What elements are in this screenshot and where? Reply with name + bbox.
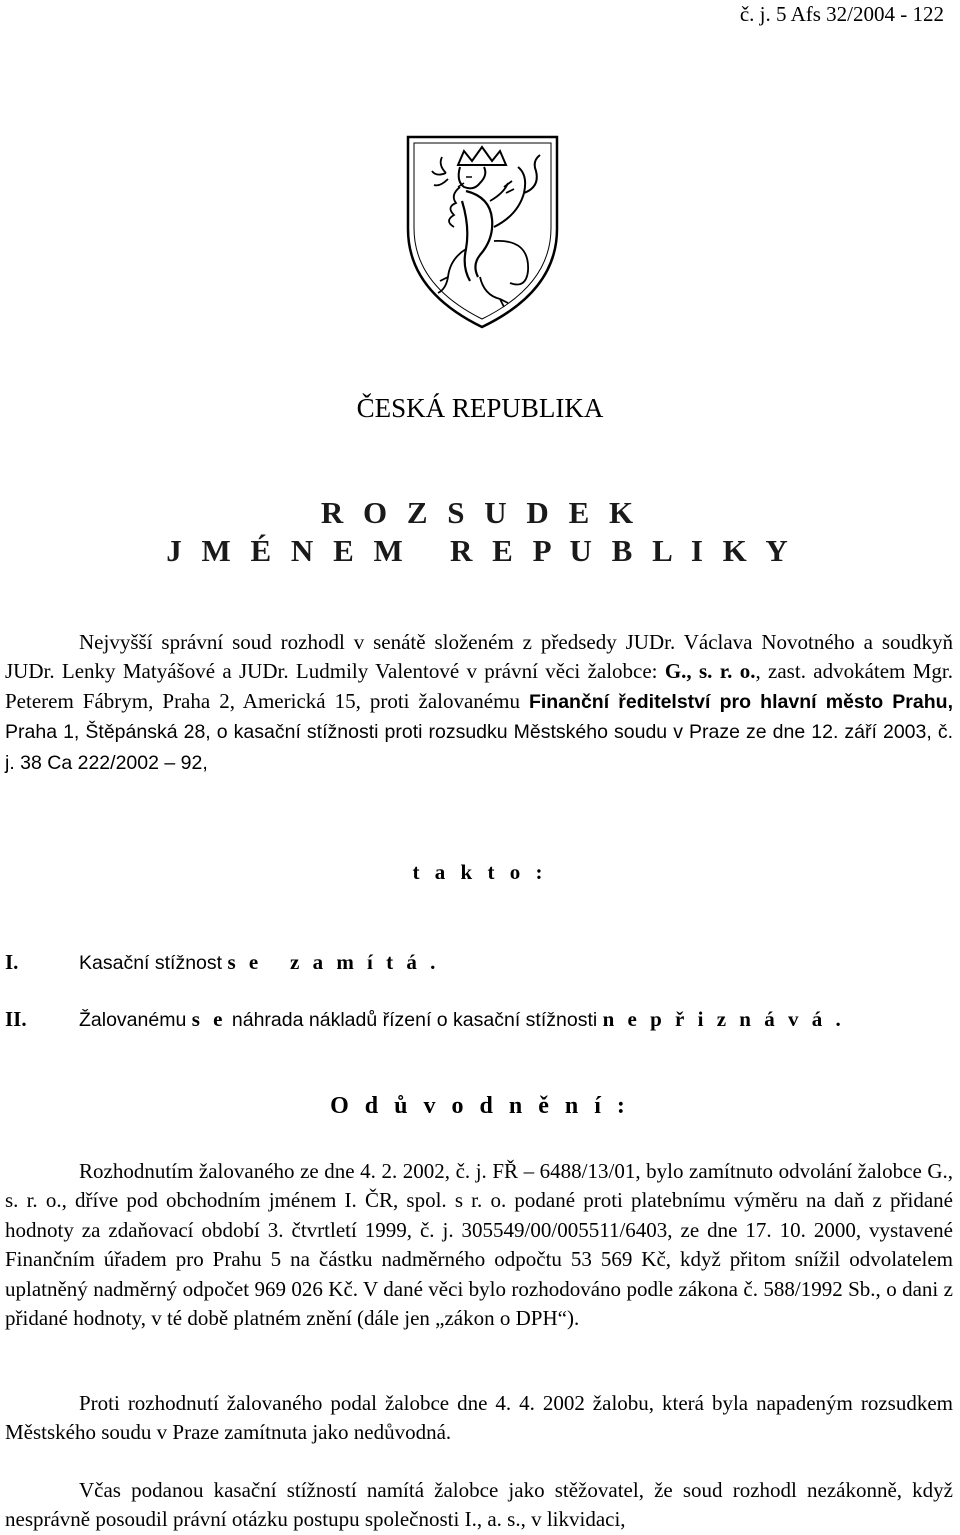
- reasoning-paragraph-1: [5, 1157, 953, 1333]
- judgment-title: R O Z S U D E K: [320, 495, 640, 530]
- plaintiff-name: G., s. r. o.: [664, 659, 756, 684]
- verdict-2-before: Žalovanému: [79, 1009, 192, 1031]
- intro-paragraph: [5, 628, 953, 778]
- defendant-name: Finanční ředitelství pro hlavní město Prahu,: [528, 690, 953, 713]
- verdict-2-text: [79, 1007, 845, 1032]
- takto-heading: t a k t o :: [412, 860, 548, 884]
- reasoning-paragraph-2-text: Proti rozhodnutí žalovaného podal žalobce dne 4. 4. 2002 žalobu, která byla napadeným rozsudkem Městského soudu v Praze zamítnuta jako nedůvodná.: [5, 1391, 953, 1445]
- case-number: č. j. 5 Afs 32/2004 - 122: [739, 2, 944, 26]
- verdict-2-middle: náhrada nákladů řízení o kasační stížnosti: [226, 1009, 603, 1031]
- verdict-1-decision: s e z a m í t á .: [227, 950, 440, 974]
- verdict-2-number: II.: [5, 1007, 27, 1031]
- reasoning-paragraph-3: [5, 1476, 953, 1535]
- intro-part1: Nejvyšší správní soud rozhodl v senátě složeném z předsedy JUDr. Václava Novotného a soudkyň JUDr. Lenky Matyášové a JUDr. Ludmily Valentové v právní věci žalobce:: [5, 630, 953, 684]
- reasoning-paragraph-1-text: Rozhodnutím žalovaného ze dne 4. 2. 2002, č. j. FŘ – 6488/13/01, bylo zamítnuto odvolání žalobce G., s. r. o., dříve pod obchodním jménem I. ČR, spol. s r. o. podané proti platebnímu výměru na daň z přidané hodnoty za zdaňovací období 3. čtvrtletí 1999, č. j. 305549/00/005511/6403, ze dne 17. 10. 2000, vystavené Finančním úřadem pro Prahu 5 na částku nadměrného odpočtu 53 569 Kč, když přitom snížil odvolatelem uplatněný nadměrný odpočet 969 026 Kč. V dané věci bylo rozhodováno podle zákona č. 588/1992 Sb., o dani z přidané hodnoty, v té době platném znění (dále jen „zákon o DPH“).: [5, 1159, 953, 1331]
- country-name: ČESKÁ REPUBLIKA: [356, 393, 604, 423]
- judgment-subtitle: J M É N E M R E P U B L I K Y: [166, 533, 794, 568]
- verdict-1-before: Kasační stížnost: [79, 952, 228, 974]
- verdict-2-decision: n e p ř i z n á v á .: [602, 1007, 845, 1031]
- verdict-1-text: [79, 950, 439, 975]
- verdict-1-number: I.: [5, 950, 19, 974]
- reasoning-paragraph-2: [5, 1389, 953, 1448]
- reasoning-heading: O d ů v o d n ě n í :: [330, 1093, 630, 1119]
- intro-part3: Praha 1, Štěpánská 28, o kasační stížnosti proti rozsudku Městského soudu v Praze ze dne 12. září 2003, č. j. 38 Ca 222/2002 – 92,: [5, 721, 953, 774]
- coat-of-arms-icon: [400, 131, 565, 331]
- intro-part2: , zast. advokátem Mgr. Peterem Fábrym, Praha 2, Americká 15, proti žalovanému: [5, 659, 953, 713]
- reasoning-paragraph-3-text: Včas podanou kasační stížností namítá žalobce jako stěžovatel, že soud rozhodl nezákonně, když nesprávně posoudil právní otázku postupu společnosti I., a. s., v likvidaci,: [5, 1478, 953, 1532]
- verdict-2-se: s e: [191, 1007, 227, 1031]
